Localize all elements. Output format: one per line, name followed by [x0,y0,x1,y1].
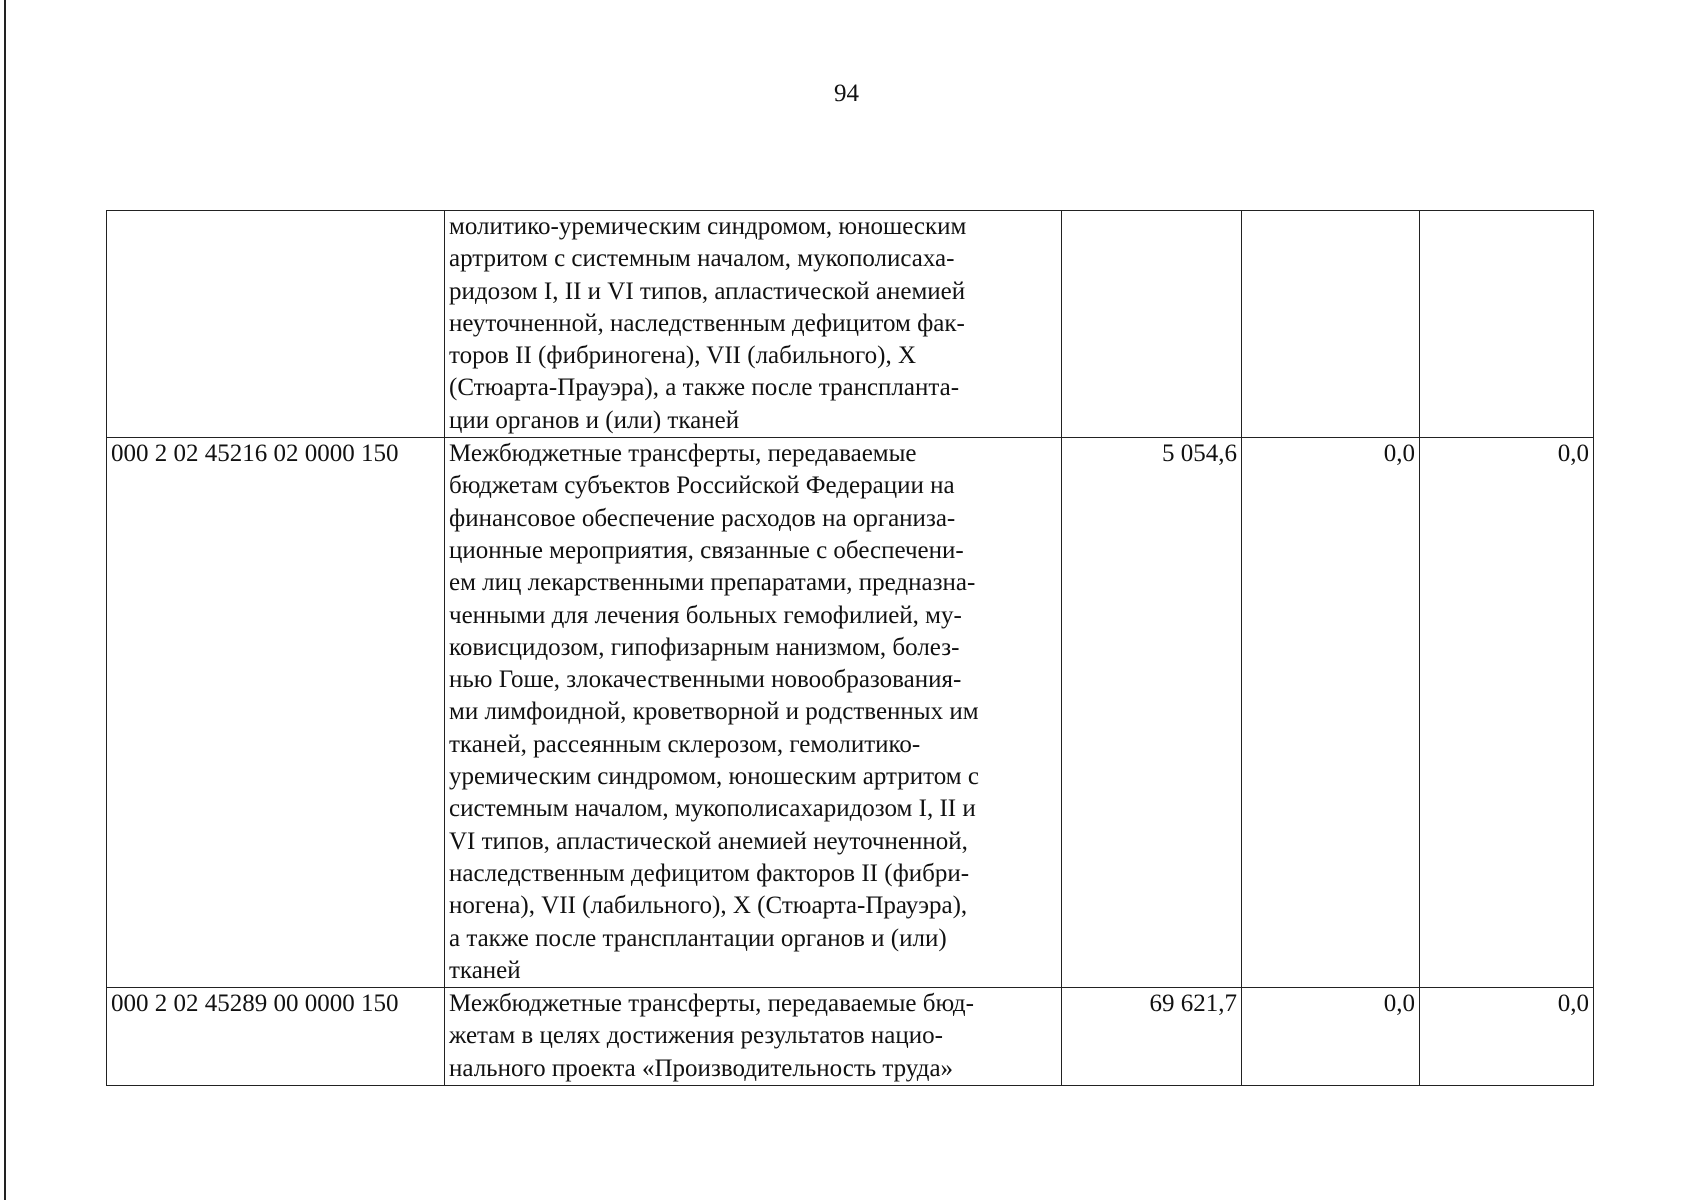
budget-table [106,210,1594,1086]
description-line: тканей, рассеянным склерозом, гемолитико- [449,730,921,758]
description-line: Межбюджетные трансферты, передаваемые [449,440,917,468]
amount-cell-2 [1242,211,1420,438]
description-line: артритом с системным началом, мукополисаха- [449,245,955,273]
amount-cell-2: 0,0 [1242,988,1420,1086]
description-line: (Стюарта-Прауэра), а также после транспланта- [449,374,960,402]
description-line: жетам в целях достижения результатов нацио- [449,1022,943,1050]
description-cell [445,438,1062,988]
description-line: бюджетам субъектов Российской Федерации на [449,472,955,500]
scan-edge-line [4,0,6,1200]
description-line: молитико-уремическим синдромом, юношеским [449,213,967,240]
table-row [107,438,1594,988]
description-line: тканей [449,956,521,984]
table-row [107,211,1594,438]
amount-cell-1 [1062,211,1242,438]
budget-code-cell: 000 2 02 45289 00 0000 150 [107,988,445,1086]
description-line: нального проекта «Производительность труда» [449,1054,954,1082]
description-line: неуточненной, наследственным дефицитом фак- [449,309,965,337]
amount-cell-3: 0,0 [1420,988,1594,1086]
amount-cell-2: 0,0 [1242,438,1420,988]
budget-code-cell [107,211,445,438]
amount-cell-3 [1420,211,1594,438]
table-row [107,988,1594,1086]
description-line: ковисцидозом, гипофизарным нанизмом, болез- [449,633,960,661]
description-line: ции органов и (или) тканей [449,406,740,434]
description-cell [445,988,1062,1086]
amount-cell-1: 5 054,6 [1062,438,1242,988]
description-line: системным началом, мукополисахаридозом I, II и [449,795,976,823]
description-line: ногена), VII (лабильного), X (Стюарта-Прауэра), [449,892,968,920]
description-line: ем лиц лекарственными препаратами, предназна- [449,569,976,597]
description-line: наследственным дефицитом факторов II (фибри- [449,859,970,887]
description-line: ченными для лечения больных гемофилией, му- [449,601,962,629]
description-line: а также после трансплантации органов и (или) [449,924,947,952]
amount-cell-1: 69 621,7 [1062,988,1242,1086]
description-line: Межбюджетные трансферты, передаваемые бюд- [449,990,974,1018]
description-line: торов II (фибриногена), VII (лабильного), X [449,342,917,370]
description-line: уремическим синдромом, юношеским артритом с [449,763,979,791]
description-line: ридозом I, II и VI типов, апластической анемией [449,277,966,305]
amount-cell-3: 0,0 [1420,438,1594,988]
page-number: 94 [834,80,859,107]
description-line: ми лимфоидной, кроветворной и родственных им [449,698,979,726]
budget-code-cell: 000 2 02 45216 02 0000 150 [107,438,445,988]
description-line: ционные мероприятия, связанные с обеспечени- [449,536,964,564]
description-line: VI типов, апластической анемией неуточненной, [449,827,968,855]
description-cell [445,211,1062,438]
description-line: финансовое обеспечение расходов на организа- [449,504,956,532]
description-line: нью Гоше, злокачественными новообразования- [449,666,962,694]
